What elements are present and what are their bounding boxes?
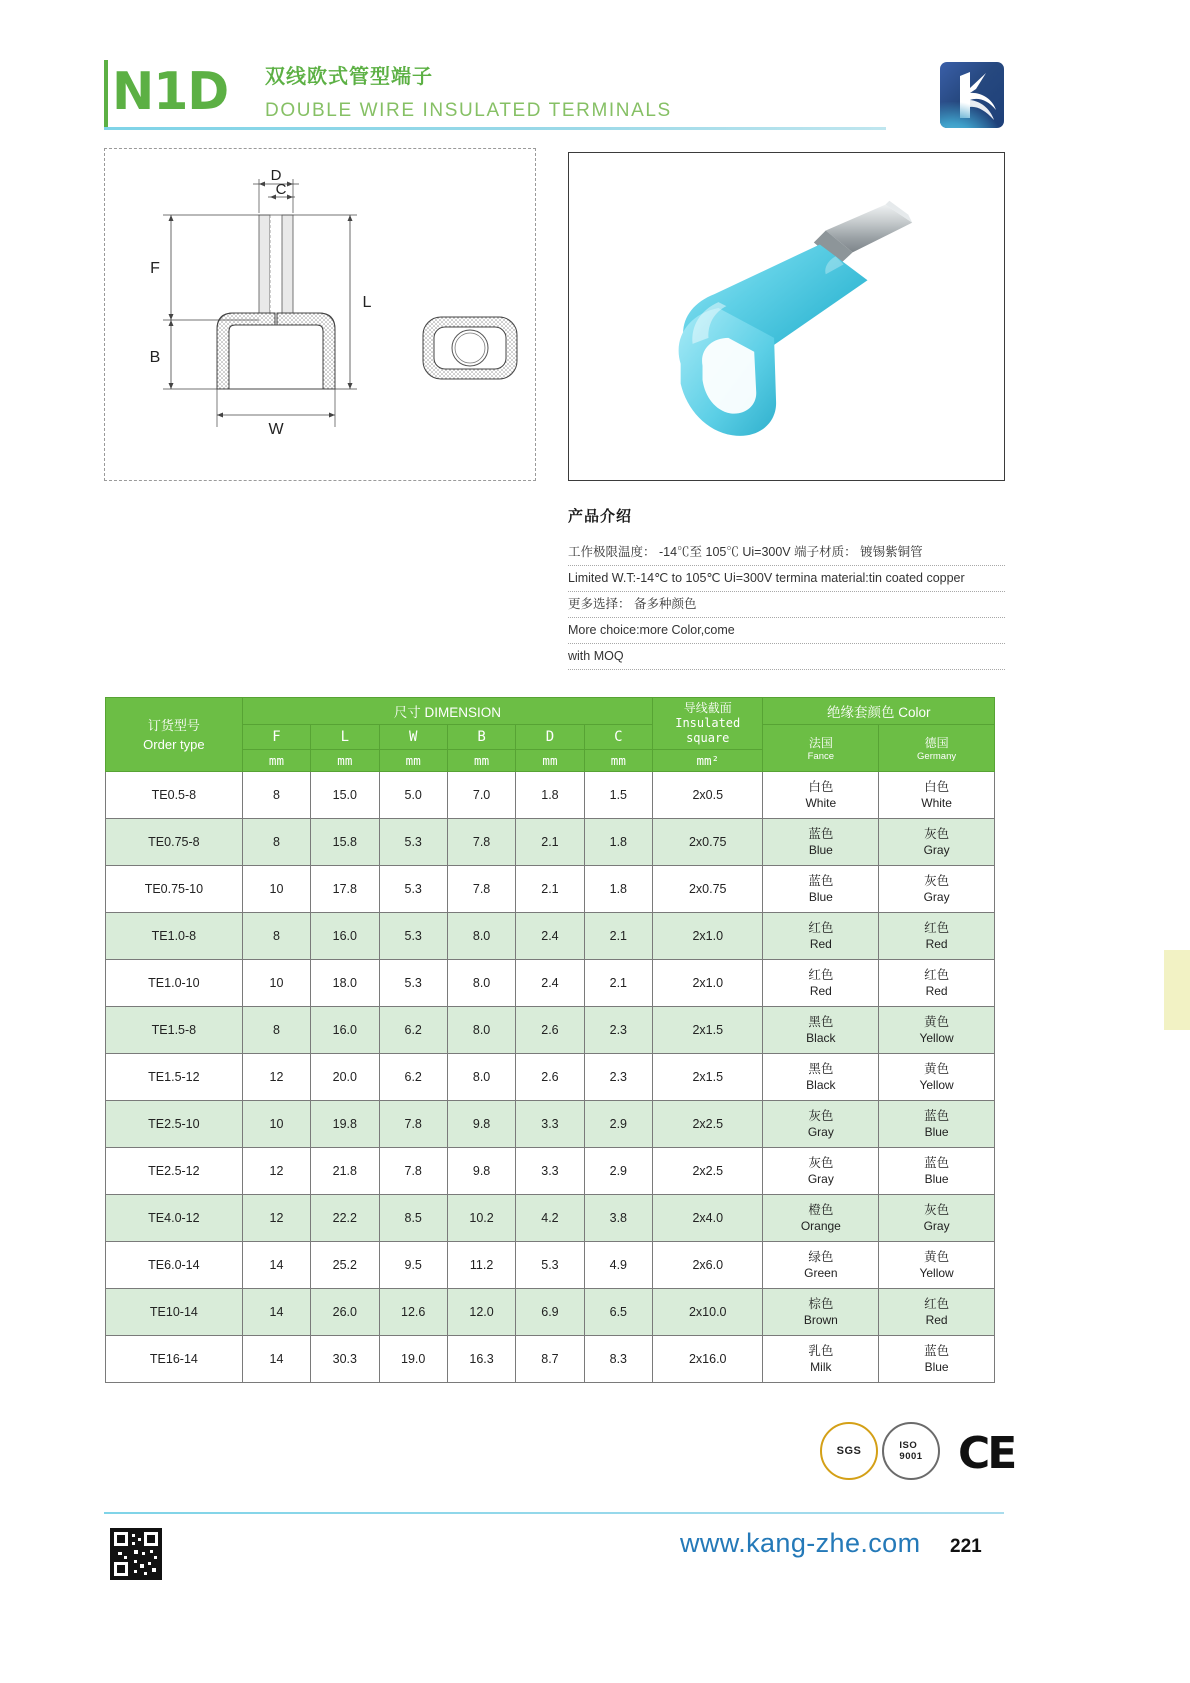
cell-dim-w: 8.5 (379, 1195, 447, 1242)
cell-dim-w: 5.3 (379, 819, 447, 866)
product-title-cn: 双线欧式管型端子 (265, 66, 433, 88)
cell-dim-c: 1.8 (584, 866, 652, 913)
cell-dim-l: 20.0 (311, 1054, 379, 1101)
color-name-cn: 黑色 (808, 1015, 834, 1029)
cell-dim-l: 15.0 (311, 772, 379, 819)
color-name-en: Brown (803, 1313, 838, 1327)
cell-dim-f: 14 (242, 1336, 310, 1383)
cell-dim-w: 19.0 (379, 1336, 447, 1383)
color-name-en: Blue (808, 890, 833, 904)
cell-dim-f: 14 (242, 1242, 310, 1289)
cell-order-type: TE2.5-12 (106, 1148, 243, 1195)
color-name-cn: 黄色 (924, 1250, 950, 1264)
cell-order-type: TE0.5-8 (106, 772, 243, 819)
cell-order-type: TE16-14 (106, 1336, 243, 1383)
cell-dim-d: 4.2 (516, 1195, 584, 1242)
cell-order-type: TE1.0-8 (106, 913, 243, 960)
cell-color-france (763, 1336, 879, 1383)
cell-dim-c: 8.3 (584, 1336, 652, 1383)
cell-color-france (763, 772, 879, 819)
cell-color-france (763, 1101, 879, 1148)
table-row (106, 1007, 995, 1054)
cell-dim-b: 8.0 (447, 960, 515, 1007)
table-row (106, 1101, 995, 1148)
cell-dim-b: 11.2 (447, 1242, 515, 1289)
cell-dim-l: 22.2 (311, 1195, 379, 1242)
cell-order-type: TE1.5-12 (106, 1054, 243, 1101)
cell-dim-c: 2.9 (584, 1101, 652, 1148)
color-name-en: Black (806, 1078, 836, 1092)
color-name-en: Yellow (919, 1266, 954, 1280)
color-name-cn: 白色 (808, 780, 834, 794)
header-france-en: Fance (807, 751, 835, 762)
header-france-cn: 法国 (808, 736, 833, 750)
cell-dim-d: 3.3 (516, 1148, 584, 1195)
iso-line1: ISO (899, 1440, 918, 1451)
header-unit-f: mm (242, 750, 310, 772)
cell-dim-f: 12 (242, 1148, 310, 1195)
cell-dim-w: 5.3 (379, 960, 447, 1007)
iso-line2: 9001 (899, 1451, 923, 1462)
cell-dim-c: 3.8 (584, 1195, 652, 1242)
cell-order-type: TE0.75-8 (106, 819, 243, 866)
cell-dim-b: 9.8 (447, 1101, 515, 1148)
cell-insulated-square: 2x0.5 (653, 772, 763, 819)
cell-dim-l: 30.3 (311, 1336, 379, 1383)
cell-dim-f: 8 (242, 1007, 310, 1054)
color-name-cn: 黄色 (924, 1015, 950, 1029)
cell-color-france (763, 1148, 879, 1195)
cell-dim-c: 2.3 (584, 1054, 652, 1101)
header-insulated-square (653, 698, 763, 750)
cell-dim-c: 2.3 (584, 1007, 652, 1054)
cell-insulated-square: 2x10.0 (653, 1289, 763, 1336)
qr-code-icon (110, 1528, 162, 1580)
cell-dim-f: 14 (242, 1289, 310, 1336)
cell-dim-w: 12.6 (379, 1289, 447, 1336)
cell-color-germany (879, 1289, 995, 1336)
header-unit-w: mm (379, 750, 447, 772)
qr-code-svg (110, 1528, 162, 1580)
header-country-france (763, 725, 879, 772)
color-name-en: Yellow (919, 1031, 954, 1045)
cell-insulated-square: 2x1.0 (653, 913, 763, 960)
color-name-en: Blue (808, 843, 833, 857)
table-row (106, 772, 995, 819)
cell-color-germany (879, 1007, 995, 1054)
color-name-en: Red (925, 984, 948, 998)
header-divider (104, 127, 886, 130)
cell-dim-b: 7.0 (447, 772, 515, 819)
table-row (106, 1336, 995, 1383)
color-name-cn: 蓝色 (924, 1156, 950, 1170)
color-name-cn: 黑色 (808, 1062, 834, 1076)
color-name-cn: 灰色 (808, 1109, 834, 1123)
cell-color-germany (879, 913, 995, 960)
header-dim-l: L (311, 725, 379, 750)
color-name-cn: 白色 (924, 780, 950, 794)
cell-order-type: TE6.0-14 (106, 1242, 243, 1289)
cell-dim-b: 10.2 (447, 1195, 515, 1242)
color-name-cn: 红色 (808, 921, 834, 935)
cell-insulated-square: 2x1.5 (653, 1054, 763, 1101)
certification-badges (820, 1418, 1020, 1488)
table-row (106, 913, 995, 960)
cell-insulated-square: 2x6.0 (653, 1242, 763, 1289)
color-name-cn: 灰色 (924, 827, 950, 841)
color-name-en: Gray (923, 1219, 950, 1233)
color-name-en: Blue (924, 1125, 949, 1139)
header-germany-cn: 德国 (924, 736, 949, 750)
cell-dim-f: 8 (242, 819, 310, 866)
intro-line: 工作极限温度： -14℃至 105℃ Ui=300V 端子材质： 镀锡紫铜管 (568, 540, 1005, 566)
color-name-cn: 红色 (924, 968, 950, 982)
header-unit-c: mm (584, 750, 652, 772)
page-side-tab (1164, 950, 1190, 1030)
cell-dim-w: 9.5 (379, 1242, 447, 1289)
table-row (106, 960, 995, 1007)
cell-dim-l: 21.8 (311, 1148, 379, 1195)
cell-color-france (763, 1242, 879, 1289)
cell-dim-f: 10 (242, 960, 310, 1007)
color-name-en: Gray (923, 843, 950, 857)
table-row (106, 1148, 995, 1195)
color-name-en: Gray (807, 1172, 834, 1186)
cell-order-type: TE0.75-10 (106, 866, 243, 913)
table-row (106, 1242, 995, 1289)
brand-logo-text: N1D (112, 62, 229, 122)
intro-line: More choice:more Color,come (568, 618, 1005, 644)
footer-divider (104, 1512, 1004, 1514)
color-name-en: Orange (800, 1219, 841, 1233)
header-unit-square: mm² (653, 750, 763, 772)
cell-color-germany (879, 819, 995, 866)
cell-dim-d: 2.1 (516, 819, 584, 866)
cell-dim-b: 8.0 (447, 1007, 515, 1054)
header-dim-f: F (242, 725, 310, 750)
cell-dim-d: 2.6 (516, 1007, 584, 1054)
color-name-en: Red (925, 937, 948, 951)
cell-dim-d: 8.7 (516, 1336, 584, 1383)
cell-insulated-square: 2x2.5 (653, 1101, 763, 1148)
cell-dim-l: 15.8 (311, 819, 379, 866)
cell-dim-d: 6.9 (516, 1289, 584, 1336)
cell-insulated-square: 2x4.0 (653, 1195, 763, 1242)
cell-dim-f: 8 (242, 913, 310, 960)
cell-color-france (763, 1289, 879, 1336)
header-unit-l: mm (311, 750, 379, 772)
cell-insulated-square: 2x0.75 (653, 819, 763, 866)
cell-dim-l: 26.0 (311, 1289, 379, 1336)
cell-dim-l: 25.2 (311, 1242, 379, 1289)
page-number: 221 (950, 1536, 982, 1557)
color-name-en: Gray (807, 1125, 834, 1139)
logo-swoosh (940, 102, 1004, 128)
color-name-en: Black (806, 1031, 836, 1045)
cell-color-germany (879, 960, 995, 1007)
ce-mark-icon: CE (958, 1428, 1015, 1479)
cell-color-germany (879, 1242, 995, 1289)
cell-color-germany (879, 1336, 995, 1383)
cell-color-france (763, 913, 879, 960)
specification-table (105, 697, 995, 1383)
color-name-cn: 橙色 (808, 1203, 834, 1217)
color-name-en: Red (809, 937, 832, 951)
cell-color-france (763, 1195, 879, 1242)
color-name-en: Green (804, 1266, 838, 1280)
svg-text:F: F (150, 260, 160, 277)
color-name-cn: 蓝色 (924, 1344, 950, 1358)
header-dim-b: B (447, 725, 515, 750)
cell-insulated-square: 2x1.0 (653, 960, 763, 1007)
color-name-cn: 灰色 (808, 1156, 834, 1170)
header-insulated-en2: square (686, 731, 730, 745)
intro-line: Limited W.T:-14℃ to 105℃ Ui=300V termina material:tin coated copper (568, 566, 1005, 592)
svg-text:L: L (362, 294, 372, 311)
cell-dim-f: 12 (242, 1195, 310, 1242)
header-order-type (106, 698, 243, 772)
cell-dim-w: 6.2 (379, 1007, 447, 1054)
color-name-en: Blue (924, 1360, 949, 1374)
color-name-cn: 红色 (808, 968, 834, 982)
cell-dim-w: 5.3 (379, 913, 447, 960)
cell-color-france (763, 866, 879, 913)
cell-color-france (763, 1054, 879, 1101)
header-insulated-en1: Insulated (675, 716, 741, 730)
iso-label (899, 1440, 922, 1462)
cell-order-type: TE2.5-10 (106, 1101, 243, 1148)
intro-line: 更多选择： 备多种颜色 (568, 592, 1005, 618)
color-name-cn: 乳色 (808, 1344, 834, 1358)
cell-order-type: TE10-14 (106, 1289, 243, 1336)
cell-color-germany (879, 866, 995, 913)
cell-dim-d: 2.6 (516, 1054, 584, 1101)
cell-color-germany (879, 1195, 995, 1242)
cell-dim-b: 12.0 (447, 1289, 515, 1336)
cell-insulated-square: 2x1.5 (653, 1007, 763, 1054)
cell-color-germany (879, 1101, 995, 1148)
sgs-label: SGS (836, 1445, 862, 1457)
cell-order-type: TE1.5-8 (106, 1007, 243, 1054)
cell-dim-b: 8.0 (447, 913, 515, 960)
cell-dim-c: 4.9 (584, 1242, 652, 1289)
header-germany-en: Germany (917, 751, 957, 762)
color-name-en: Blue (924, 1172, 949, 1186)
color-name-en: Milk (810, 1360, 832, 1374)
company-logo-icon (940, 62, 1004, 128)
cell-color-france (763, 819, 879, 866)
cell-dim-l: 18.0 (311, 960, 379, 1007)
cell-dim-l: 19.8 (311, 1101, 379, 1148)
table-header (106, 698, 995, 772)
color-name-cn: 灰色 (924, 874, 950, 888)
cell-dim-f: 12 (242, 1054, 310, 1101)
cell-dim-c: 2.1 (584, 913, 652, 960)
cell-dim-w: 5.0 (379, 772, 447, 819)
cell-dim-l: 16.0 (311, 913, 379, 960)
color-name-cn: 蓝色 (924, 1109, 950, 1123)
header-dim-c: C (584, 725, 652, 750)
cell-dim-l: 16.0 (311, 1007, 379, 1054)
cell-dim-d: 2.1 (516, 866, 584, 913)
color-name-en: Red (809, 984, 832, 998)
cell-insulated-square: 2x0.75 (653, 866, 763, 913)
header-accent-bar (104, 60, 108, 128)
header-order-type-en: Order type (143, 736, 205, 752)
page-header (0, 0, 1190, 140)
color-name-cn: 灰色 (924, 1203, 950, 1217)
svg-text:C: C (275, 181, 287, 198)
table-header-row-1 (106, 698, 995, 725)
cell-order-type: TE1.0-10 (106, 960, 243, 1007)
header-unit-b: mm (447, 750, 515, 772)
cell-dim-b: 7.8 (447, 819, 515, 866)
color-name-cn: 蓝色 (808, 827, 834, 841)
cell-dim-d: 5.3 (516, 1242, 584, 1289)
cell-dim-d: 3.3 (516, 1101, 584, 1148)
header-dimension: 尺寸 DIMENSION (242, 698, 652, 725)
cell-dim-w: 6.2 (379, 1054, 447, 1101)
cell-dim-c: 1.5 (584, 772, 652, 819)
cell-dim-d: 1.8 (516, 772, 584, 819)
color-name-cn: 红色 (924, 921, 950, 935)
cell-dim-b: 8.0 (447, 1054, 515, 1101)
intro-heading: 产品介绍 (568, 508, 633, 525)
sgs-certification-icon (820, 1422, 878, 1480)
cell-dim-c: 1.8 (584, 819, 652, 866)
color-name-cn: 棕色 (808, 1297, 834, 1311)
table-row (106, 1289, 995, 1336)
cell-dim-l: 17.8 (311, 866, 379, 913)
header-color-group: 绝缘套颜色 Color (763, 698, 995, 725)
iso9001-certification-icon (882, 1422, 940, 1480)
cell-dim-f: 10 (242, 1101, 310, 1148)
header-insulated-cn: 导线截面 (683, 701, 732, 715)
color-name-cn: 蓝色 (808, 874, 834, 888)
color-name-en: White (921, 796, 952, 810)
cell-color-france (763, 960, 879, 1007)
cell-dim-f: 8 (242, 772, 310, 819)
website-url[interactable]: www.kang-zhe.com (680, 1528, 921, 1558)
header-unit-d: mm (516, 750, 584, 772)
cell-insulated-square: 2x2.5 (653, 1148, 763, 1195)
cell-color-germany (879, 772, 995, 819)
intro-line: with MOQ (568, 644, 1005, 670)
technical-drawing-panel (104, 148, 536, 481)
cell-dim-w: 7.8 (379, 1148, 447, 1195)
table-row (106, 1054, 995, 1101)
color-name-en: Red (925, 1313, 948, 1327)
table-row (106, 866, 995, 913)
cell-dim-w: 7.8 (379, 1101, 447, 1148)
cell-dim-b: 9.8 (447, 1148, 515, 1195)
color-name-cn: 黄色 (924, 1062, 950, 1076)
cell-dim-c: 2.1 (584, 960, 652, 1007)
table-body (106, 772, 995, 1383)
cell-dim-d: 2.4 (516, 960, 584, 1007)
cell-insulated-square: 2x16.0 (653, 1336, 763, 1383)
header-order-type-cn: 订货型号 (147, 717, 200, 733)
cell-order-type: TE4.0-12 (106, 1195, 243, 1242)
color-name-cn: 绿色 (808, 1250, 834, 1264)
product-photo-ferrule (569, 153, 1004, 480)
cell-dim-b: 16.3 (447, 1336, 515, 1383)
table-row (106, 1195, 995, 1242)
cell-dim-d: 2.4 (516, 913, 584, 960)
cell-color-germany (879, 1054, 995, 1101)
color-name-en: Gray (923, 890, 950, 904)
product-title-en: DOUBLE WIRE INSULATED TERMINALS (265, 100, 672, 121)
cell-dim-b: 7.8 (447, 866, 515, 913)
cell-dim-f: 10 (242, 866, 310, 913)
cell-color-france (763, 1007, 879, 1054)
svg-text:B: B (149, 349, 161, 366)
svg-text:D: D (270, 167, 282, 184)
color-name-en: Yellow (919, 1078, 954, 1092)
terminal-dimension-drawing (105, 149, 535, 480)
header-dim-w: W (379, 725, 447, 750)
header-country-germany (879, 725, 995, 772)
cell-dim-c: 6.5 (584, 1289, 652, 1336)
product-photo-panel (568, 152, 1005, 481)
svg-text:W: W (268, 421, 284, 438)
cell-color-germany (879, 1148, 995, 1195)
color-name-en: White (805, 796, 837, 810)
header-dim-d: D (516, 725, 584, 750)
color-name-cn: 红色 (924, 1297, 950, 1311)
intro-specification-list (568, 540, 1005, 670)
table-row (106, 819, 995, 866)
cell-dim-c: 2.9 (584, 1148, 652, 1195)
cell-dim-w: 5.3 (379, 866, 447, 913)
